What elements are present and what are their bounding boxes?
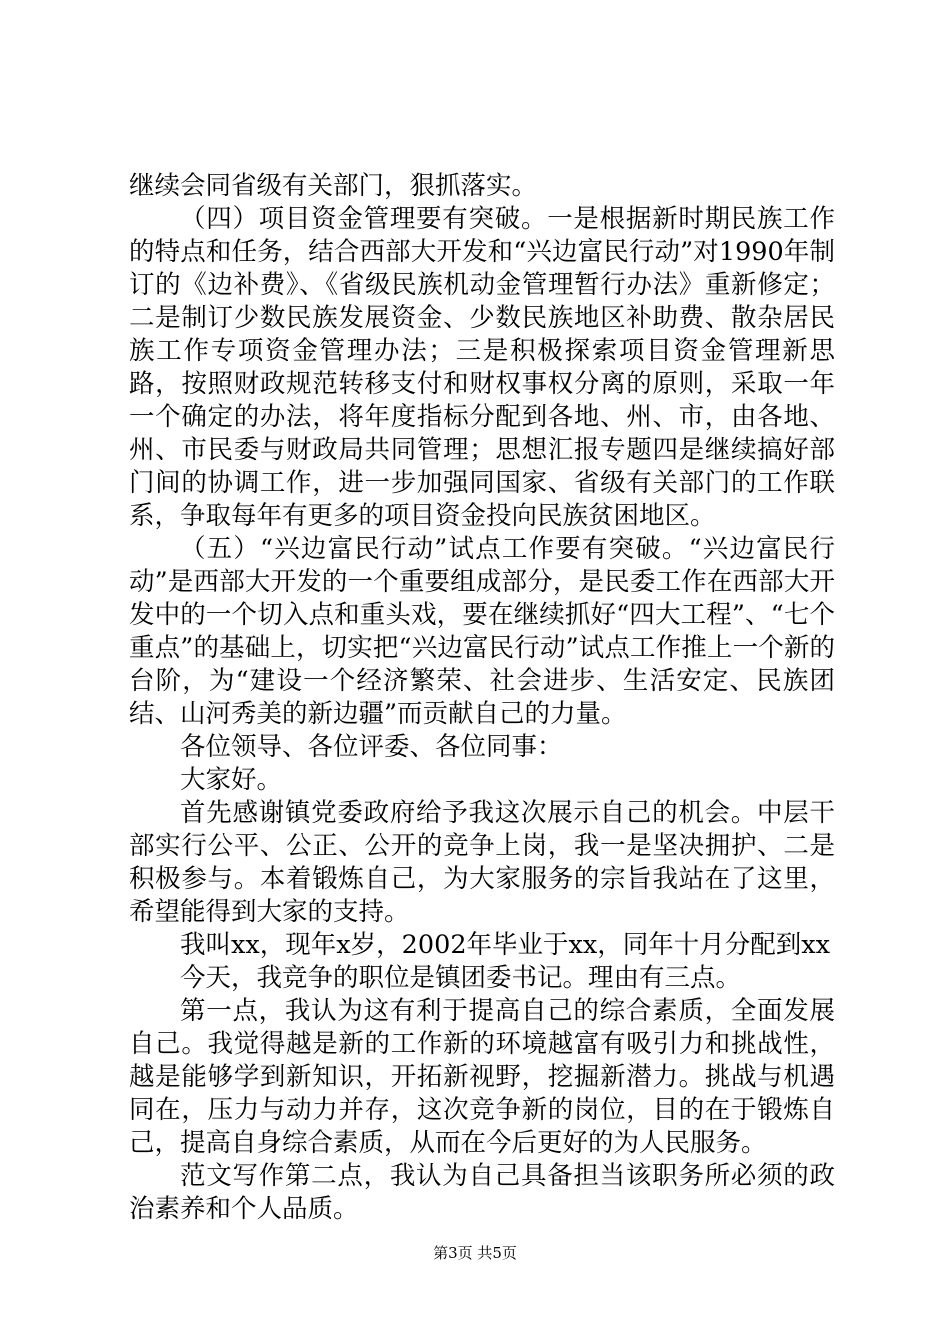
paragraph-1: 继续会同省级有关部门，狠抓落实。 [129,171,538,201]
paragraph-2: （四）项目资金管理要有突破。一是根据新时期民族工作的特点和任务，结合西部大开发和“兴边富民行动”对1990年制订的《边补费》、《省级民族机动金管理暂行办法》重新修定；二是制订少数民族发展资金、少数民族地区补助费、散杂居民族工作专项资金管理办法；三是积极探索项目资金管理新思路，按照财政规范转移支付和财权事权分离的原则，采取一年一个确定的办法，将年度指标分配到各地、州、市，由各地、州、市民委与财政局共同管理；思想汇报专题四是继续搞好部门间的协调工作，进一步加强同国家、省级有关部门的工作联系，争取每年有更多的项目资金投向民族贫困地区。 [129,204,835,531]
page-footer [0,1243,950,1263]
page-number: 第3页 共5页 [433,1244,517,1262]
document-body [129,170,835,1226]
paragraph-7: 我叫xx，现年x岁，2002年毕业于xx，同年十月分配到xx [180,930,831,960]
paragraph-4: 各位领导、各位评委、各位同事： [180,732,563,762]
paragraph-3: （五）“兴边富民行动”试点工作要有突破。“兴边富民行动”是西部大开发的一个重要组成部分，是民委工作在西部大开发中的一个切入点和重头戏，要在继续抓好“四大工程”、“七个重点”的基础上，切实把“兴边富民行动”试点工作推上一个新的台阶，为“建设一个经济繁荣、社会进步、生活安定、民族团结、山河秀美的新边疆”而贡献自己的力量。 [129,534,835,729]
paragraph-10: 范文写作第二点，我认为自己具备担当该职务所必须的政治素养和个人品质。 [129,1161,835,1224]
paragraph-8: 今天，我竞争的职位是镇团委书记。理由有三点。 [180,963,742,993]
paragraph-5: 大家好。 [180,765,283,795]
paragraph-9: 第一点，我认为这有利于提高自己的综合素质，全面发展自己。我觉得越是新的工作新的环境越富有吸引力和挑战性，越是能够学到新知识，开拓新视野，挖掘新潜力。挑战与机遇同在，压力与动力并存，这次竞争新的岗位，目的在于锻炼自己，提高自身综合素质，从而在今后更好的为人民服务。 [129,996,835,1158]
paragraph-6: 首先感谢镇党委政府给予我这次展示自己的机会。中层干部实行公平、公正、公开的竞争上岗，我一是坚决拥护、二是积极参与。本着锻炼自己，为大家服务的宗旨我站在了这里，希望能得到大家的支持。 [129,798,835,927]
